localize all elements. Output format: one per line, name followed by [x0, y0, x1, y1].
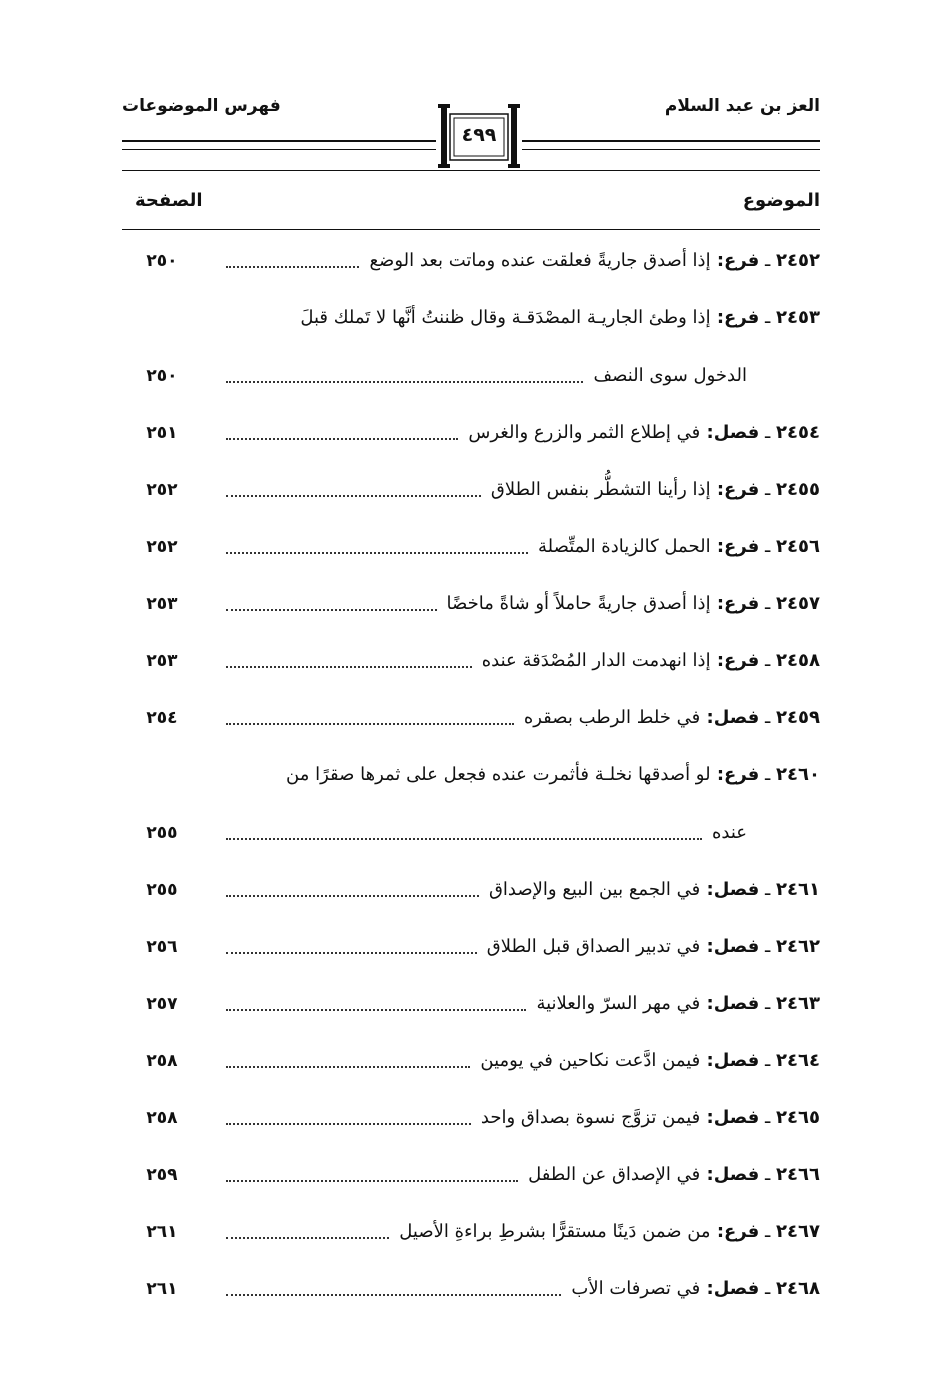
entry-page-number: ٢٥٦ — [146, 937, 178, 957]
entry-separator: ـ — [759, 593, 777, 614]
entry-number: ٢٤٥٨ — [776, 650, 820, 671]
leader-dots — [226, 381, 583, 383]
toc-entry — [220, 1101, 820, 1135]
toc-entry — [220, 530, 820, 564]
entry-kind: فرع — [724, 764, 760, 785]
column-header-rule — [122, 229, 820, 230]
entry-kind: فرع — [724, 1221, 760, 1242]
entry-kind: فصل — [713, 1107, 760, 1128]
entry-page-number: ٢٥٧ — [146, 994, 178, 1014]
entry-separator: ـ — [759, 536, 777, 557]
entry-colon: : — [710, 307, 725, 328]
leader-dots — [226, 838, 702, 840]
toc-entry — [220, 930, 820, 964]
toc-entry — [220, 244, 820, 278]
leader-dots — [226, 723, 514, 725]
page-number-frame — [436, 100, 522, 170]
entry-page-number: ٢٥٣ — [146, 594, 178, 614]
entry-number: ٢٤٥٩ — [776, 707, 820, 728]
entry-number: ٢٤٥٣ — [776, 307, 820, 328]
entry-number: ٢٤٦٠ — [776, 764, 820, 785]
leader-dots — [226, 552, 528, 554]
leader-dots — [226, 1066, 470, 1068]
toc-entry — [220, 873, 820, 907]
entry-title: في الجمع بين البيع والإصداق — [488, 879, 701, 900]
entry-kind: فرع — [724, 650, 760, 671]
entry-title: فيمن تزوَّج نسوة بصداق واحد — [480, 1107, 701, 1128]
header-rule-lower — [122, 170, 820, 171]
toc-entry — [220, 416, 820, 450]
entry-title: إذا انهدمت الدار المُصْدَقة عنده — [481, 650, 711, 671]
running-head-author: العز بن عبد السلام — [664, 96, 820, 116]
entry-separator: ـ — [759, 422, 777, 443]
entry-kind: فرع — [724, 479, 760, 500]
entry-title: في مهر السرّ والعلانية — [536, 993, 701, 1014]
entry-title: في الإصداق عن الطفل — [528, 1164, 701, 1185]
entry-title: الحمل كالزيادة المتِّصلة — [538, 536, 711, 557]
entry-number: ٢٤٥٢ — [776, 250, 820, 271]
entry-kind: فصل — [713, 1278, 760, 1299]
entry-title: في إطلاع الثمر والزرع والغرس — [468, 422, 701, 443]
entry-colon: : — [700, 422, 714, 443]
leader-dots — [226, 895, 479, 897]
running-head-section: فهرس الموضوعات — [122, 96, 281, 116]
column-header-topic: الموضوع — [742, 190, 820, 211]
entry-colon: : — [700, 707, 714, 728]
leader-dots — [226, 438, 458, 440]
entry-separator: ـ — [759, 936, 777, 957]
entry-title: إذا أصدق جاريةً حاملاً أو شاةً ماخضًا — [446, 593, 711, 614]
entry-title: في تصرفات الأب — [571, 1278, 701, 1299]
entry-page-number: ٢٥٩ — [146, 1165, 178, 1185]
entry-title: إذا رأينا التشطُّر بنفس الطلاق — [490, 479, 711, 500]
toc-entry — [220, 701, 820, 735]
entry-number: ٢٤٦٨ — [776, 1278, 820, 1299]
leader-dots — [226, 1237, 389, 1239]
leader-dots — [226, 1123, 471, 1125]
entry-number: ٢٤٦٣ — [776, 993, 820, 1014]
entry-separator: ـ — [759, 479, 777, 500]
entry-title: إذا وطئ الجاريـة المصْدَقـة وقال ظننتُ أنَّها لا تَملك قبلَ — [300, 307, 711, 328]
leader-dots — [226, 495, 481, 497]
entry-title: من ضمن دَينًا مستقرًّا بشرطِ براءةِ الأصيل — [399, 1221, 711, 1242]
entry-title: فيمن ادَّعت نكاحين في يومين — [480, 1050, 701, 1071]
toc-entry — [220, 644, 820, 678]
toc-entry — [220, 758, 820, 792]
entry-colon: : — [700, 1164, 714, 1185]
entry-separator: ـ — [759, 1164, 777, 1185]
entry-kind: فصل — [713, 1050, 760, 1071]
entry-kind: فرع — [724, 536, 760, 557]
entry-colon: : — [710, 1221, 725, 1242]
entry-kind: فصل — [713, 936, 760, 957]
entry-separator: ـ — [759, 993, 777, 1014]
entry-page-number: ٢٥٢ — [146, 537, 178, 557]
entry-number: ٢٤٦٧ — [776, 1221, 820, 1242]
toc-entry — [220, 987, 820, 1021]
leader-dots — [226, 609, 437, 611]
toc-entry — [220, 1215, 820, 1249]
entry-colon: : — [700, 1050, 714, 1071]
entry-number: ٢٤٥٦ — [776, 536, 820, 557]
entry-title: إذا أصدق جاريةً فعلقت عنده وماتت بعد الوضع — [369, 250, 711, 271]
entry-colon: : — [700, 1278, 714, 1299]
entry-title-continuation: الدخول سوى النصف — [593, 365, 747, 386]
toc-entry — [220, 1158, 820, 1192]
entry-separator: ـ — [759, 250, 777, 271]
leader-dots — [226, 952, 477, 954]
entry-title: في تدبير الصداق قبل الطلاق — [486, 936, 701, 957]
entry-kind: فرع — [724, 307, 760, 328]
entry-number: ٢٤٦٦ — [776, 1164, 820, 1185]
entry-page-number: ٢٥٥ — [146, 880, 178, 900]
entry-page-number: ٢٥٢ — [146, 480, 178, 500]
entry-separator: ـ — [759, 1107, 777, 1128]
entry-page-number: ٢٦١ — [146, 1222, 178, 1242]
entry-separator: ـ — [759, 307, 777, 328]
entry-kind: فصل — [713, 1164, 760, 1185]
toc-entry — [220, 473, 820, 507]
toc-entry — [220, 1272, 820, 1306]
leader-dots — [226, 1009, 526, 1011]
entry-colon: : — [710, 250, 725, 271]
toc-entry — [220, 301, 820, 335]
page-number: ٤٩٩ — [461, 124, 497, 146]
entry-number: ٢٤٦٤ — [776, 1050, 820, 1071]
leader-dots — [226, 666, 472, 668]
entry-page-number: ٢٥٥ — [146, 823, 178, 843]
entry-separator: ـ — [759, 879, 777, 900]
entry-separator: ـ — [759, 1221, 777, 1242]
entry-page-number: ٢٥١ — [146, 423, 178, 443]
entry-colon: : — [700, 879, 714, 900]
entry-kind: فصل — [713, 422, 760, 443]
entry-colon: : — [710, 650, 725, 671]
entry-number: ٢٤٥٤ — [776, 422, 820, 443]
entry-colon: : — [710, 764, 725, 785]
entry-kind: فرع — [724, 593, 760, 614]
entry-number: ٢٤٦١ — [776, 879, 820, 900]
entry-title-continuation: عنده — [711, 822, 747, 843]
leader-dots — [226, 1180, 518, 1182]
entry-number: ٢٤٦٥ — [776, 1107, 820, 1128]
entry-page-number: ٢٥٨ — [146, 1108, 178, 1128]
entry-colon: : — [710, 479, 725, 500]
toc-entry — [220, 587, 820, 621]
entry-colon: : — [700, 936, 714, 957]
entry-separator: ـ — [759, 764, 777, 785]
entry-kind: فصل — [713, 879, 760, 900]
entry-page-number: ٢٥٠ — [146, 366, 178, 386]
entry-colon: : — [700, 1107, 714, 1128]
entry-number: ٢٤٥٥ — [776, 479, 820, 500]
entry-page-number: ٢٥٤ — [146, 708, 178, 728]
entry-kind: فصل — [713, 707, 760, 728]
entry-page-number: ٢٥٠ — [146, 251, 178, 271]
entry-colon: : — [710, 536, 725, 557]
entry-colon: : — [710, 593, 725, 614]
entry-separator: ـ — [759, 1050, 777, 1071]
entry-separator: ـ — [759, 707, 777, 728]
entry-title: في خلط الرطب بصقره — [523, 707, 701, 728]
entry-page-number: ٢٥٨ — [146, 1051, 178, 1071]
column-header-page: الصفحة — [135, 190, 203, 211]
leader-dots — [226, 266, 359, 268]
entry-number: ٢٤٦٢ — [776, 936, 820, 957]
entry-page-number: ٢٦١ — [146, 1279, 178, 1299]
entry-number: ٢٤٥٧ — [776, 593, 820, 614]
entry-kind: فرع — [724, 250, 760, 271]
entry-kind: فصل — [713, 993, 760, 1014]
entry-separator: ـ — [759, 650, 777, 671]
leader-dots — [226, 1294, 561, 1296]
entry-colon: : — [700, 993, 714, 1014]
entry-separator: ـ — [759, 1278, 777, 1299]
toc-entry — [220, 1044, 820, 1078]
entry-title: لو أصدقها نخلـة فأثمرت عنده فجعل على ثمرها صقرًا من — [286, 764, 711, 785]
entry-page-number: ٢٥٣ — [146, 651, 178, 671]
